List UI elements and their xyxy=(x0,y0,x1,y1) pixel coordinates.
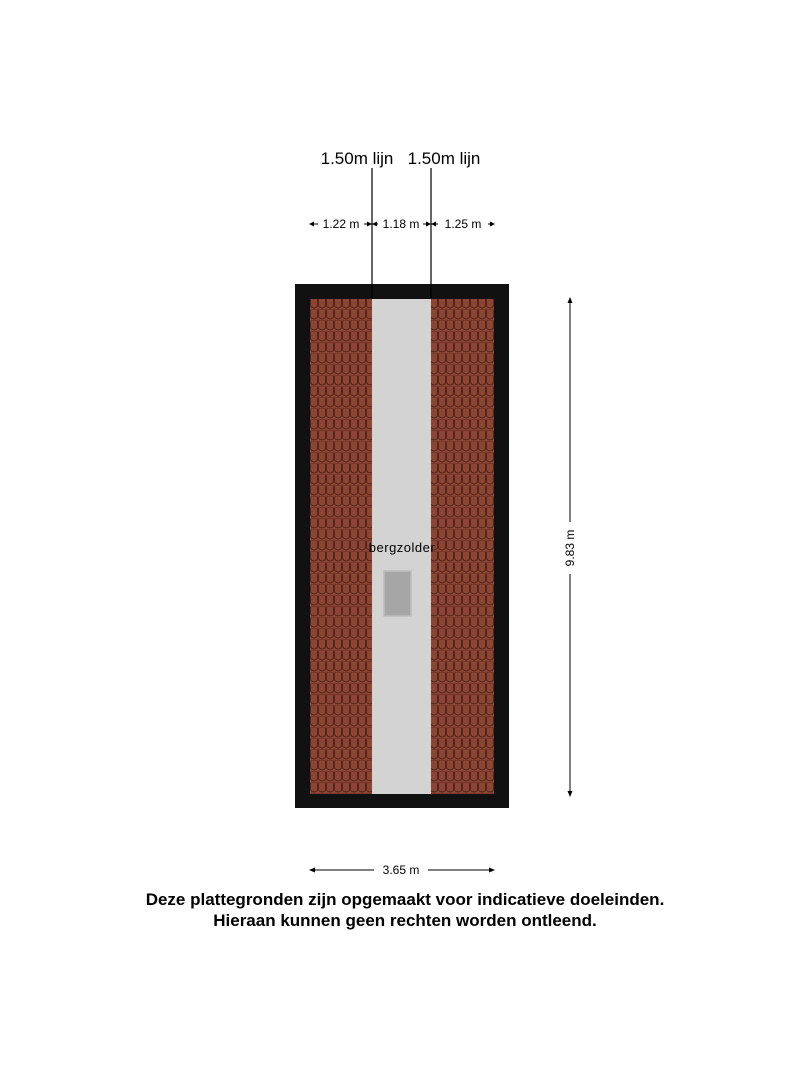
roof-tiles-right xyxy=(431,299,494,794)
room-label: bergzolder xyxy=(368,540,436,555)
dimension-segment-1: 1.22 m xyxy=(322,217,360,231)
width-dimension-label: 3.65 m xyxy=(382,863,420,877)
disclaimer-line-1: Deze plattegronden zijn opgemaakt voor indicatieve doeleinden. xyxy=(145,890,665,909)
roof-tiles-left xyxy=(310,299,372,794)
disclaimer-line-2: Hieraan kunnen geen rechten worden ontleend. xyxy=(213,911,597,930)
roof-hatch xyxy=(384,571,411,616)
height-dimension-label: 9.83 m xyxy=(563,529,577,567)
line-label-left: 1.50m lijn xyxy=(320,149,394,168)
line-label-right: 1.50m lijn xyxy=(407,149,481,168)
dimension-segment-3: 1.25 m xyxy=(444,217,482,231)
dimension-segment-2: 1.18 m xyxy=(382,217,420,231)
